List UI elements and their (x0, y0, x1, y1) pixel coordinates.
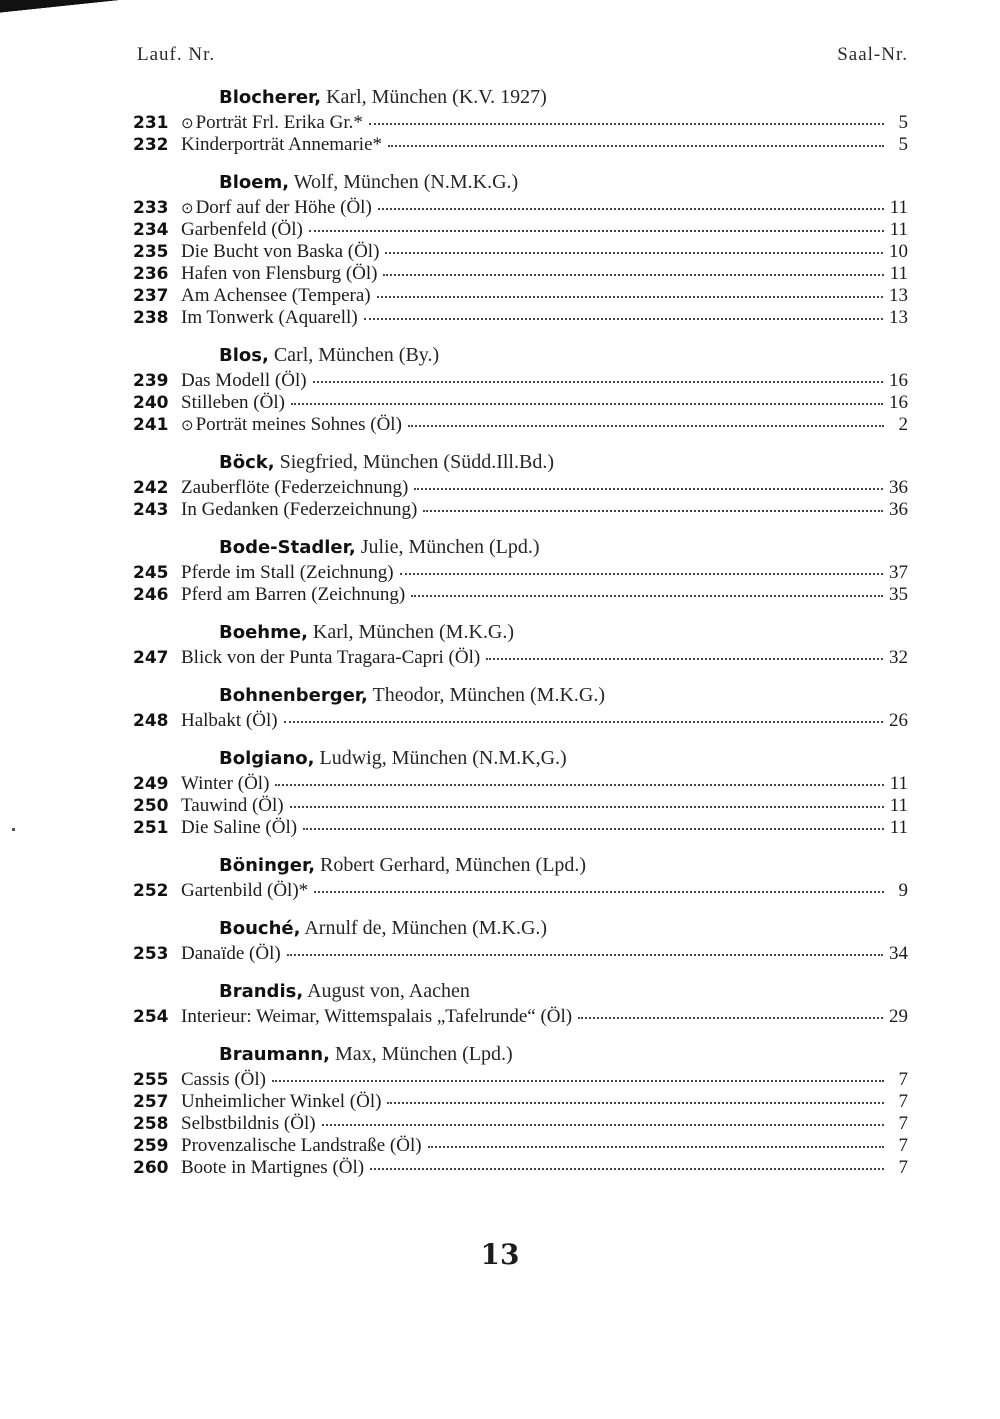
entry-room-number: 5 (898, 112, 908, 133)
artist-block (133, 532, 908, 606)
dot-leader (291, 399, 883, 405)
entry-number: 259 (133, 1136, 169, 1156)
dot-leader (486, 654, 883, 660)
catalog-entry (133, 795, 908, 817)
entry-title-wrap (181, 795, 284, 817)
entry-title: Cassis (Öl) (181, 1069, 266, 1090)
artist-name: Böck, (219, 452, 275, 473)
entry-title: Tauwind (Öl) (181, 795, 284, 816)
entry-title: Provenzalische Landstraße (Öl) (181, 1135, 422, 1156)
artist-details: Robert Gerhard, München (Lpd.) (320, 854, 587, 876)
entry-room-number: 16 (889, 392, 908, 413)
entry-title: Selbstbildnis (Öl) (181, 1113, 316, 1134)
artist-name: Bohnenberger, (219, 685, 368, 706)
artist-name: Brandis, (219, 981, 304, 1002)
catalog-entry (133, 1157, 908, 1179)
entry-number: 252 (133, 881, 169, 901)
entry-number: 238 (133, 308, 169, 328)
entry-number: 254 (133, 1007, 169, 1027)
artist-name: Bouché, (219, 918, 301, 939)
dot-leader (284, 717, 883, 723)
catalog-entry (133, 219, 908, 241)
entry-title-wrap (181, 1091, 381, 1113)
entry-title-wrap (181, 392, 285, 414)
catalog-entry (133, 197, 908, 219)
entry-number: 260 (133, 1158, 169, 1178)
artist-heading (133, 850, 908, 880)
header-room-number-label: Saal-Nr. (837, 44, 908, 65)
artist-heading (133, 1039, 908, 1069)
entry-title: Die Saline (Öl) (181, 817, 298, 838)
entry-room-number: 35 (889, 584, 908, 605)
catalog-entry (133, 1135, 908, 1157)
catalog-entry (133, 134, 908, 156)
artist-details: Karl, München (K.V. 1927) (326, 86, 547, 108)
entry-title: Die Bucht von Baska (Öl) (181, 241, 380, 262)
dot-leader (377, 292, 883, 298)
artist-details: August von, Aachen (307, 980, 470, 1002)
catalog-entry (133, 584, 908, 606)
entry-room-number: 29 (889, 1006, 908, 1027)
entry-room-number: 11 (889, 263, 908, 284)
entry-room-number: 7 (898, 1157, 908, 1178)
dot-leader (400, 569, 883, 575)
artist-heading (133, 82, 908, 112)
entry-room-number: 7 (898, 1135, 908, 1156)
catalog-entry (133, 414, 908, 436)
entry-title: Garbenfeld (Öl) (181, 219, 303, 240)
entry-number: 233 (133, 198, 169, 218)
artist-heading (133, 167, 908, 197)
entry-room-number: 10 (889, 241, 908, 262)
artist-name: Blos, (219, 345, 269, 366)
entry-title: Pferde im Stall (Zeichnung) (181, 562, 394, 583)
catalog-entry (133, 562, 908, 584)
artist-name: Böninger, (219, 855, 316, 876)
entry-title: Winter (Öl) (181, 773, 270, 794)
entry-number: 234 (133, 220, 169, 240)
catalog-entry (133, 647, 908, 669)
entry-room-number: 11 (889, 795, 908, 816)
entry-room-number: 34 (889, 943, 908, 964)
entry-number: 253 (133, 944, 169, 964)
artist-details: Wolf, München (N.M.K.G.) (293, 171, 519, 193)
dot-leader (313, 377, 883, 383)
entry-title-wrap (181, 370, 307, 392)
page-number: 13 (480, 1238, 520, 1271)
artist-name: Bolgiano, (219, 748, 315, 769)
entry-title-wrap (181, 562, 394, 584)
catalog-entry (133, 112, 908, 134)
artist-heading (133, 976, 908, 1006)
entry-title: Danaïde (Öl) (181, 943, 281, 964)
entry-number: 258 (133, 1114, 169, 1134)
artist-block (133, 447, 908, 521)
dot-leader (387, 1098, 884, 1104)
dot-leader (287, 950, 883, 956)
entry-room-number: 16 (889, 370, 908, 391)
artist-heading (133, 617, 908, 647)
entry-title-wrap (181, 134, 382, 156)
entry-number: 255 (133, 1070, 169, 1090)
entry-title-wrap (181, 584, 405, 606)
dot-leader (423, 506, 883, 512)
entry-number: 232 (133, 135, 169, 155)
entry-room-number: 11 (889, 219, 908, 240)
entry-room-number: 32 (889, 647, 908, 668)
artist-name: Boehme, (219, 622, 308, 643)
entry-title-wrap (181, 817, 297, 839)
dot-leader (364, 314, 883, 320)
entry-title-wrap (181, 285, 371, 307)
scan-corner-mark (0, 0, 130, 14)
artist-name: Braumann, (219, 1044, 330, 1065)
column-header (137, 44, 908, 66)
catalog-entry (133, 1069, 908, 1091)
entry-title: Hafen von Flensburg (Öl) (181, 263, 378, 284)
dot-leader (272, 1076, 884, 1082)
dot-leader (370, 1164, 884, 1170)
artist-details: Carl, München (By.) (273, 344, 440, 366)
entry-room-number: 2 (898, 414, 908, 435)
artist-block (133, 976, 908, 1028)
catalog-entry (133, 710, 908, 732)
artist-details: Max, München (Lpd.) (334, 1043, 513, 1065)
entry-title-wrap (181, 1006, 572, 1028)
artist-block (133, 617, 908, 669)
entry-title: Gartenbild (Öl)* (181, 880, 309, 901)
catalog-entry (133, 773, 908, 795)
entry-title-wrap (181, 112, 363, 135)
artist-name: Blocherer, (219, 87, 322, 108)
entry-title-wrap (181, 943, 281, 965)
circled-dot-icon: ⊙ (181, 201, 194, 217)
entry-number: 257 (133, 1092, 169, 1112)
dot-leader (275, 780, 883, 786)
catalog-entry (133, 392, 908, 414)
dot-leader (383, 270, 883, 276)
artist-block (133, 1039, 908, 1179)
dot-leader (322, 1120, 884, 1126)
entry-number: 240 (133, 393, 169, 413)
dot-leader (378, 204, 884, 210)
entry-room-number: 26 (889, 710, 908, 731)
catalog-entry (133, 499, 908, 521)
entry-title-wrap (181, 710, 278, 732)
entry-title: Boote in Martignes (Öl) (181, 1157, 365, 1178)
entry-title-wrap (181, 414, 402, 437)
dot-leader (309, 226, 884, 232)
dot-leader (290, 802, 884, 808)
entry-number: 239 (133, 371, 169, 391)
catalog-entry (133, 1113, 908, 1135)
artist-details: Siegfried, München (Südd.Ill.Bd.) (279, 451, 554, 473)
artist-details: Ludwig, München (N.M.K,G.) (319, 747, 567, 769)
artist-heading (133, 680, 908, 710)
entry-title: Im Tonwerk (Aquarell) (181, 307, 358, 328)
entry-room-number: 7 (898, 1069, 908, 1090)
dot-leader (388, 141, 884, 147)
entry-number: 237 (133, 286, 169, 306)
entry-number: 242 (133, 478, 169, 498)
entry-title-wrap (181, 880, 308, 902)
dot-leader (428, 1142, 884, 1148)
artist-block (133, 913, 908, 965)
entry-room-number: 9 (898, 880, 908, 901)
entry-number: 231 (133, 113, 169, 133)
entry-number: 250 (133, 796, 169, 816)
entry-title-wrap (181, 307, 358, 329)
artist-heading (133, 913, 908, 943)
artist-name: Bode-Stadler, (219, 537, 356, 558)
entry-room-number: 36 (889, 499, 908, 520)
artist-block (133, 743, 908, 839)
entry-room-number: 5 (898, 134, 908, 155)
entry-title: Das Modell (Öl) (181, 370, 307, 391)
dot-leader (385, 248, 883, 254)
dot-leader (414, 484, 883, 490)
entry-title: Stilleben (Öl) (181, 392, 285, 413)
entry-title: Interieur: Weimar, Wittemspalais „Tafelrunde“ (Öl) (181, 1006, 573, 1027)
entry-room-number: 37 (889, 562, 908, 583)
artist-heading (133, 340, 908, 370)
catalog-entry (133, 817, 908, 839)
entry-title: Halbakt (Öl) (181, 710, 278, 731)
artist-details: Karl, München (M.K.G.) (312, 621, 514, 643)
entry-number: 236 (133, 264, 169, 284)
entry-number: 235 (133, 242, 169, 262)
artist-block (133, 850, 908, 902)
artist-details: Julie, München (Lpd.) (360, 536, 540, 558)
artist-heading (133, 743, 908, 773)
circled-dot-icon: ⊙ (181, 116, 194, 132)
entry-room-number: 13 (889, 307, 908, 328)
catalog-list (133, 82, 908, 1179)
entry-number: 248 (133, 711, 169, 731)
catalog-entry (133, 1091, 908, 1113)
entry-title-wrap (181, 477, 408, 499)
scan-speck (12, 828, 15, 831)
circled-dot-icon: ⊙ (181, 418, 194, 434)
entry-title-wrap (181, 499, 417, 521)
header-running-number-label: Lauf. Nr. (137, 44, 216, 65)
catalog-entry (133, 370, 908, 392)
entry-number: 241 (133, 415, 169, 435)
entry-title-wrap (181, 263, 377, 285)
artist-heading (133, 447, 908, 477)
dot-leader (408, 421, 884, 427)
entry-title-wrap (181, 197, 372, 220)
entry-number: 245 (133, 563, 169, 583)
entry-title-wrap (181, 1157, 364, 1179)
entry-room-number: 7 (898, 1113, 908, 1134)
entry-title: Porträt meines Sohnes (Öl) (195, 414, 402, 435)
catalog-entry (133, 1006, 908, 1028)
entry-title: In Gedanken (Federzeichnung) (181, 499, 418, 520)
catalog-entry (133, 880, 908, 902)
entry-title: Porträt Frl. Erika Gr.* (195, 112, 363, 133)
entry-title-wrap (181, 219, 303, 241)
dot-leader (411, 591, 883, 597)
artist-block (133, 167, 908, 329)
artist-heading (133, 532, 908, 562)
entry-title: Unheimlicher Winkel (Öl) (181, 1091, 382, 1112)
entry-room-number: 11 (889, 817, 908, 838)
artist-block (133, 680, 908, 732)
dot-leader (578, 1013, 883, 1019)
entry-title-wrap (181, 647, 480, 669)
entry-number: 249 (133, 774, 169, 794)
dot-leader (369, 119, 884, 125)
catalog-entry (133, 477, 908, 499)
entry-number: 251 (133, 818, 169, 838)
artist-block (133, 340, 908, 436)
entry-room-number: 13 (889, 285, 908, 306)
entry-room-number: 11 (889, 197, 908, 218)
dot-leader (303, 824, 884, 830)
entry-title: Zauberflöte (Federzeichnung) (181, 477, 409, 498)
entry-title-wrap (181, 1113, 316, 1135)
entry-title: Pferd am Barren (Zeichnung) (181, 584, 406, 605)
entry-room-number: 7 (898, 1091, 908, 1112)
entry-title: Kinderporträt Annemarie* (181, 134, 383, 155)
entry-title-wrap (181, 773, 269, 795)
artist-name: Bloem, (219, 172, 290, 193)
entry-title: Dorf auf der Höhe (Öl) (195, 197, 372, 218)
catalog-entry (133, 285, 908, 307)
artist-block (133, 82, 908, 156)
catalog-entry (133, 943, 908, 965)
entry-title-wrap (181, 241, 379, 263)
catalog-entry (133, 307, 908, 329)
entry-title-wrap (181, 1069, 266, 1091)
entry-number: 243 (133, 500, 169, 520)
entry-title: Am Achensee (Tempera) (181, 285, 371, 306)
catalog-entry (133, 241, 908, 263)
entry-title: Blick von der Punta Tragara-Capri (Öl) (181, 647, 481, 668)
entry-room-number: 11 (889, 773, 908, 794)
entry-room-number: 36 (889, 477, 908, 498)
dot-leader (314, 887, 884, 893)
entry-number: 246 (133, 585, 169, 605)
entry-number: 247 (133, 648, 169, 668)
entry-title-wrap (181, 1135, 422, 1157)
artist-details: Theodor, München (M.K.G.) (372, 684, 605, 706)
catalog-entry (133, 263, 908, 285)
artist-details: Arnulf de, München (M.K.G.) (304, 917, 548, 939)
